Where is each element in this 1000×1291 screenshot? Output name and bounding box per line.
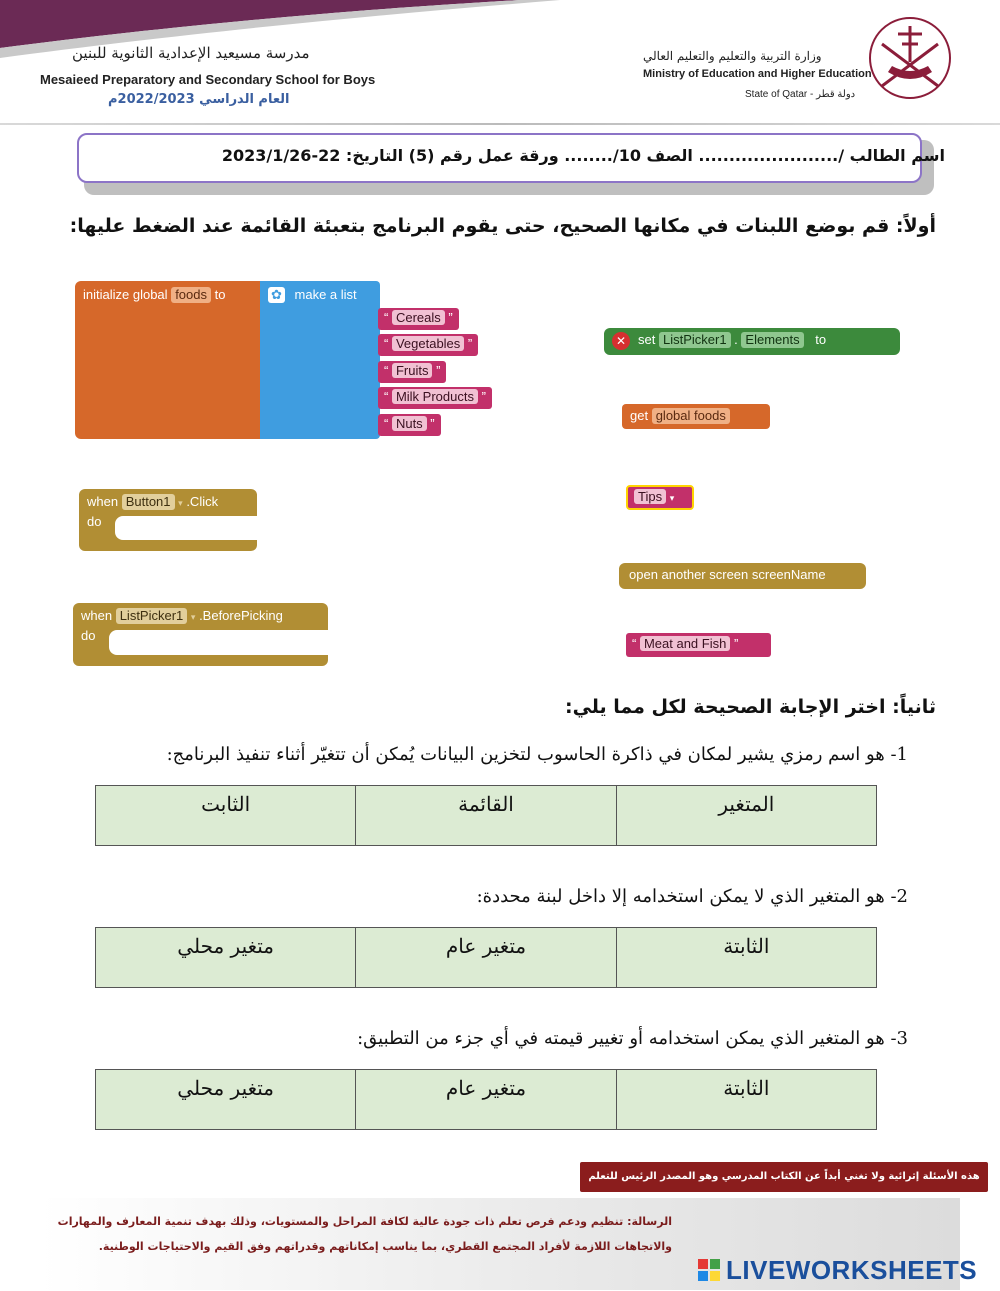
do-slot[interactable]	[115, 516, 257, 540]
tips-label: Tips	[634, 489, 666, 504]
mission-line-2: والاتجاهات اللازمة لأفراد المجتمع القطري، بما يناسب إمكاناتهم وقدراتهم وفق القيم والاحتياجات الوطنية.	[98, 1240, 672, 1253]
question-2-text: 2- هو المتغير الذي لا يمكن استخدامه إلا داخل لبنة محددة:	[476, 886, 908, 907]
component-dropdown[interactable]: ListPicker1	[659, 332, 731, 348]
section2-title: ثانياً: اختر الإجابة الصحيحة لكل مما يلي:	[564, 696, 936, 718]
string-value: Milk Products	[392, 389, 478, 404]
get-label: get	[630, 408, 649, 423]
to-label: to	[815, 332, 827, 347]
component-dropdown[interactable]: Button1	[122, 494, 175, 510]
string-value: Fruits	[392, 363, 433, 378]
answer-option[interactable]: الثابتة	[616, 928, 876, 988]
liveworksheets-logo-icon	[698, 1259, 720, 1281]
string-block-vegetables[interactable]: “ Vegetables ”	[378, 334, 478, 356]
qatar-emblem-icon	[868, 14, 952, 102]
question-1-options	[95, 785, 877, 846]
ministry-name-arabic: وزارة التربية والتعليم والتعليم العالي	[643, 49, 822, 63]
answer-option[interactable]: متغير عام	[356, 1070, 616, 1130]
answer-option[interactable]: القائمة	[356, 786, 616, 846]
string-block-milk-products[interactable]: “ Milk Products ”	[378, 387, 492, 409]
make-list-label: make a list	[294, 287, 357, 302]
question-3-text: 3- هو المتغير الذي يمكن استخدامه أو تغيير قيمته في أي جزء من التطبيق:	[357, 1028, 908, 1049]
dropdown-arrow-icon: ▾	[178, 498, 183, 508]
do-label: do	[87, 514, 102, 529]
event-label: .Click	[186, 494, 219, 509]
init-to: to	[214, 287, 226, 302]
string-value: Nuts	[392, 416, 427, 431]
get-global-foods-block[interactable]	[622, 404, 770, 429]
dropdown-arrow-icon: ▾	[190, 612, 196, 622]
answer-option[interactable]: متغير محلي	[96, 928, 356, 988]
section1-title: أولاً: قم بوضع اللبنات في مكانها الصحيح، حتى يقوم البرنامج بتعبئة القائمة عند الضغط عليها:	[69, 215, 936, 237]
mission-line-1: الرسالة: تنظيم ودعم فرص تعلم ذات جودة عالية لكافة المراحل والمستويات، وذلك بهدف تنمية المعارف والمهارات	[57, 1215, 672, 1228]
string-block-fruits[interactable]: “ Fruits ”	[378, 361, 446, 383]
when-label: when	[87, 494, 119, 509]
property-dropdown[interactable]: Elements	[741, 332, 803, 348]
string-value: Meat and Fish	[640, 636, 730, 651]
tips-block[interactable]	[626, 485, 694, 510]
do-label: do	[81, 628, 96, 643]
variable-name-chip[interactable]: foods	[171, 287, 211, 303]
state-of-qatar: State of Qatar - دولة قطر	[745, 89, 856, 100]
school-name-english: Mesaieed Preparatory and Secondary School for Boys	[40, 72, 376, 87]
error-icon[interactable]: ✕	[612, 332, 630, 350]
string-value: Cereals	[392, 310, 445, 325]
academic-year: العام الدراسي 2022/2023م	[108, 92, 290, 107]
set-elements-block[interactable]	[604, 328, 900, 355]
answer-option[interactable]: المتغير	[616, 786, 876, 846]
string-block-cereals[interactable]: “ Cereals ”	[378, 308, 459, 330]
answer-option[interactable]: الثابت	[96, 786, 356, 846]
set-label: set	[638, 332, 656, 347]
component-dropdown[interactable]: ListPicker1	[116, 608, 188, 624]
init-label: initialize global	[83, 287, 168, 302]
string-block-nuts[interactable]: “ Nuts ”	[378, 414, 441, 436]
gear-icon[interactable]: ✿	[268, 287, 285, 303]
school-name-arabic: مدرسة مسيعيد الإعدادية الثانوية للبنين	[72, 44, 310, 62]
answer-option[interactable]: متغير محلي	[96, 1070, 356, 1130]
question-2-options	[95, 927, 877, 988]
variable-dropdown[interactable]: global foods	[652, 408, 730, 424]
liveworksheets-brand[interactable]: LIVEWORKSHEETS	[726, 1255, 978, 1285]
dropdown-arrow-icon: ▾	[669, 493, 675, 503]
header-divider	[0, 123, 1000, 125]
when-label: when	[81, 608, 113, 623]
open-another-screen-block[interactable]	[619, 563, 866, 589]
student-info-text: اسم الطالب /....................... الصف 10/........ ورقة عمل رقم (5) التاريخ: 22-2023/1/26	[221, 146, 945, 165]
event-label: .BeforePicking	[199, 608, 283, 623]
answer-option[interactable]: الثابتة	[616, 1070, 876, 1130]
question-3-options	[95, 1069, 877, 1130]
dot-label: .	[734, 332, 738, 347]
answer-option[interactable]: متغير عام	[356, 928, 616, 988]
enrichment-note: هذه الأسئلة إثرائية ولا تغني أبداً عن الكتاب المدرسي وهو المصدر الرئيس للتعلم	[580, 1162, 988, 1192]
initialize-global-block[interactable]	[75, 281, 263, 439]
string-block-meat-and-fish[interactable]: “ Meat and Fish ”	[626, 633, 771, 657]
make-list-block[interactable]	[260, 281, 380, 439]
question-1-text: 1- هو اسم رمزي يشير لمكان في ذاكرة الحاسوب لتخزين البيانات يُمكن أن تتغيّر أثناء تنفيذ البرنامج:	[166, 744, 908, 765]
do-slot[interactable]	[109, 630, 328, 655]
open-screen-label: open another screen screenName	[629, 567, 826, 582]
ministry-name-english: Ministry of Education and Higher Education	[643, 68, 872, 80]
string-value: Vegetables	[392, 336, 464, 351]
